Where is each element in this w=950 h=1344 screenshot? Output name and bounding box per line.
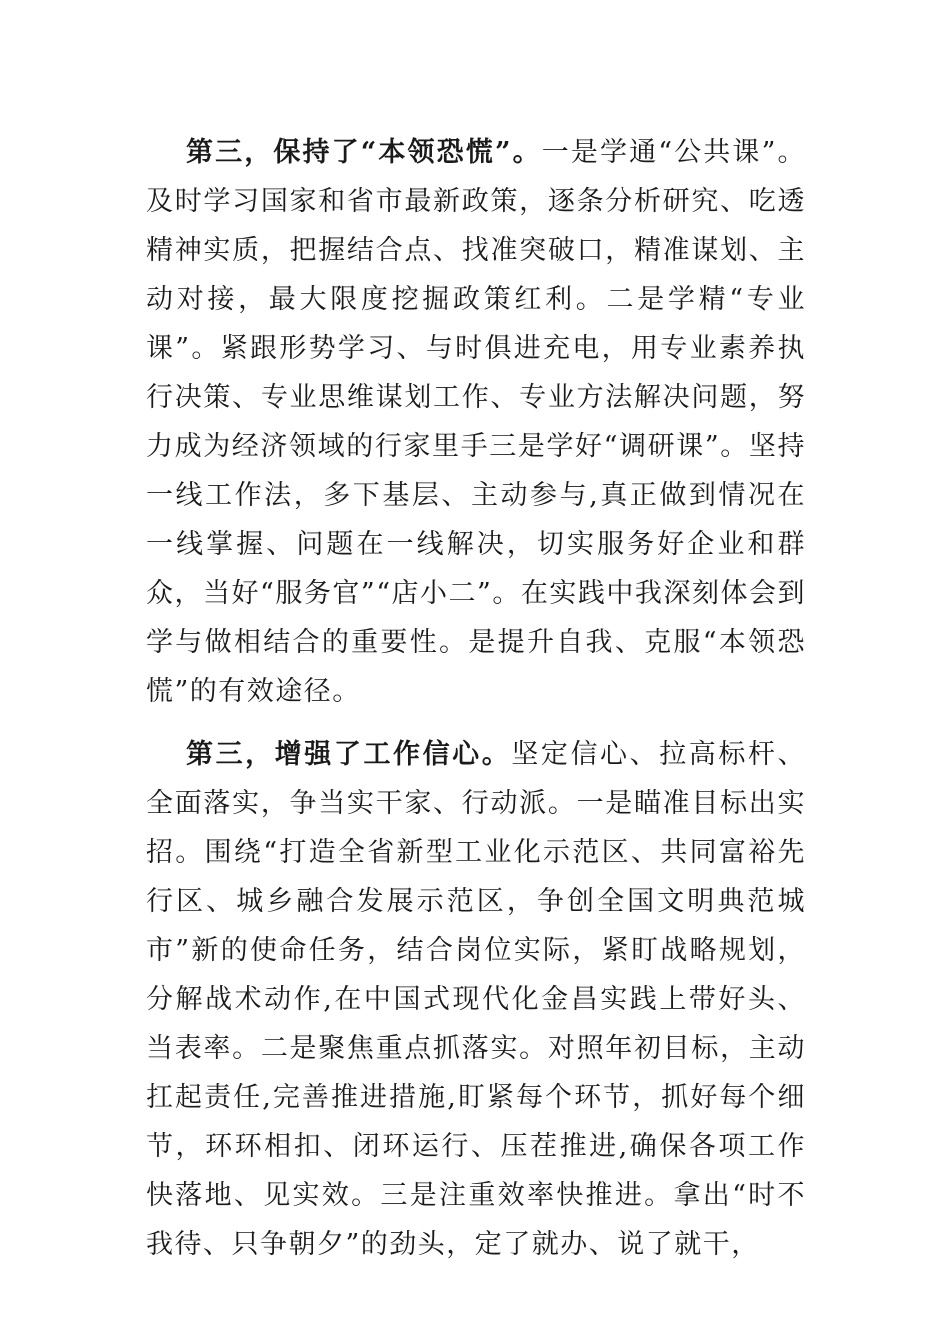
paragraph-lead-heading: 第三，保持了“本领恐慌”。 xyxy=(186,137,542,168)
paragraph-work-confidence xyxy=(146,730,806,1269)
paragraph-body-text: 坚定信心、拉高标杆、全面落实，争当实干家、行动派。一是瞄准目标出实招。围绕“打造全省新型工业化示范区、共同富裕先行区、城乡融合发展示范区，争创全国文明典范城市”新的使命任务，结合岗位实际，紧盯战略规划，分解战术动作,在中国式现代化金昌实践上带好头、当表率。二是聚焦重点抓落实。对照年初目标，主动扛起责任,完善推进措施,盯紧每个环节，抓好每个细节，环环相扣、闭环运行、压茬推进,确保各项工作快落地、见实效。三是注重效率快推进。拿出“时不我待、只争朝夕”的劲头，定了就办、说了就干， xyxy=(146,739,807,1260)
paragraph-body-text: 一是学通“公共课”。及时学习国家和省市最新政策，逐条分析研究、吃透精神实质，把握结合点、找准突破口，精准谋划、主动对接，最大限度挖掘政策红利。二是学精“专业课”。紧跟形势学习、与时俱进充电，用专业素养执行决策、专业思维谋划工作、专业方法解决问题，努力成为经济领域的行家里手三是学好“调研课”。坚持一线工作法，多下基层、主动参与,真正做到情况在一线掌握、问题在一线解决，切实服务好企业和群众，当好“服务官”“店小二”。在实践中我深刻体会到学与做相结合的重要性。是提升自我、克服“本领恐慌”的有效途径。 xyxy=(146,137,806,707)
document-page xyxy=(146,128,806,1269)
paragraph-lead-heading: 第三，增强了工作信心。 xyxy=(186,739,512,770)
paragraph-skill-panic xyxy=(146,128,806,716)
